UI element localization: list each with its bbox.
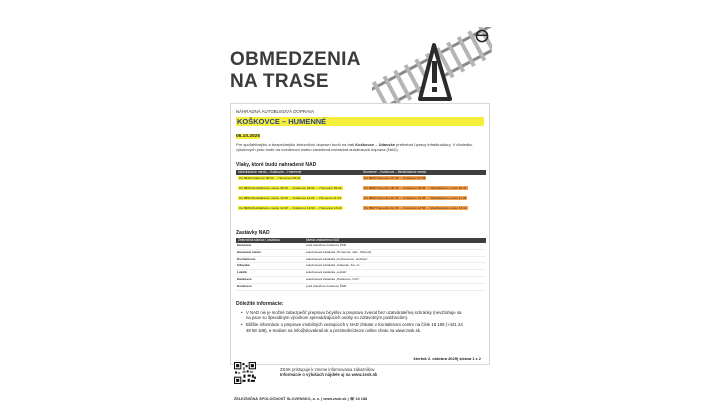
- poster: [222, 9, 498, 411]
- footer-text: [280, 367, 377, 377]
- organization-footer: ŽELEZNIČNÁ SPOLOČNOSŤ SLOVENSKO, a. s. | www.zssk.sk | ☏ 18 188: [234, 397, 368, 401]
- trains-table: [236, 170, 486, 215]
- stop-place: autobusová zastávka „Lukšík“: [306, 270, 347, 275]
- stop-station: Humenné: [237, 243, 252, 247]
- train-right: Os 8905 Humenné 08:36 → Koškovce 08:58 → Medzilaborce mesto 09:42: [364, 186, 467, 190]
- table-row: [236, 270, 486, 277]
- stops-col1: Železničná stanica / zastávka: [238, 238, 280, 242]
- train-left: Os 8952 Medzilaborce mesto 10:18 → Koškovce 11:02 → Humenné 11:24: [239, 196, 342, 200]
- notice-date-text: 06.10.2025: [236, 134, 261, 139]
- notice-subtitle: NÁHRADNÁ AUTOBUSOVÁ DOPRAVA: [236, 109, 315, 114]
- qr-code-icon: [234, 362, 256, 384]
- hero-title-line2: NA TRASE: [230, 71, 329, 92]
- stop-station: Koškovce: [237, 283, 252, 288]
- train-left-cell: [236, 175, 361, 185]
- stop-station: Lukšík: [237, 270, 247, 275]
- train-left-cell: [236, 185, 361, 195]
- notice-panel: [230, 103, 490, 365]
- train-right-cell: [361, 175, 486, 185]
- stop-place: pred staničnou budovou ŽSR: [306, 283, 347, 288]
- train-right: Os 8907 Humenné 12:36 → Koškovce 12:58 → Medzilaborce mesto 13:42: [364, 206, 467, 210]
- table-row: [236, 250, 486, 257]
- intro-part1: Pre spoľahlivejšiu a bezpečnejšiu železničnú dopravu budú na trati: [236, 142, 356, 147]
- table-row: [236, 257, 486, 264]
- train-left-cell: [236, 195, 361, 205]
- hero-title: [230, 49, 361, 93]
- intro-part2: prebiehať úpravy infraštruktúry. V dôsledku výlukových prác bude na uvedenom úseku zavedená náhradná autobusová doprava (NAD).: [236, 142, 473, 152]
- info-title: Dôležité informácie:: [236, 301, 284, 307]
- hero-title-line1: OBMEDZENIA: [230, 49, 361, 70]
- stop-station: Udavské: [237, 263, 250, 268]
- stops-table-header: [236, 238, 486, 243]
- stops-title: Zastávky NAD: [236, 230, 270, 236]
- train-right-cell: [361, 205, 486, 215]
- trains-col-left: Medzilaborce mesto – Koškovce – Humenné: [238, 170, 302, 174]
- page-date-footer: štvrtok 2. októbra 2025| strana 1 z 2: [413, 356, 481, 361]
- notice-intro: [236, 142, 476, 152]
- train-right: Os 8943 Humenné 07:36 → Koškovce 07:58: [364, 176, 426, 180]
- train-right-cell: [361, 185, 486, 195]
- table-row: [236, 284, 486, 291]
- stop-place: autobusová zastávka „Hankovce, OcÚ“: [306, 276, 360, 281]
- route-title: KOŠKOVCE – HUMENNÉ: [236, 117, 484, 126]
- stop-place: pred staničnou budovou ŽSR: [306, 243, 347, 247]
- table-row: [236, 263, 486, 270]
- trains-title: Vlaky, ktoré budú nahradené NAD: [236, 162, 317, 168]
- train-right: Os 8953 Humenné 10:36 → Koškovce 10:58 → Medzilaborce mesto 11:42: [364, 196, 467, 200]
- train-left-cell: [236, 205, 361, 215]
- train-left: Os 8908 Medzilaborce mesto 12:18 → Koškovce 13:02 → Humenné 13:24: [239, 206, 342, 210]
- notice-date: [236, 134, 484, 139]
- info-list: [246, 310, 466, 335]
- list-item: • Bližšie informácie o preprave imobilných cestujúcich v NAD získate v Kontaktnom centre na čísle 18 188 (+421 24 48 58 188), e-mailom na info@slovakrail.sk a prostredníctvom online chatu na www.zssk.sk.: [246, 322, 466, 333]
- table-row: [236, 205, 486, 215]
- stop-station: Kochanovce: [237, 256, 256, 261]
- table-row: [236, 277, 486, 284]
- intro-bold: Koškovce – Udavské: [355, 142, 396, 147]
- table-row: [236, 185, 486, 195]
- stops-col2: Miesto zastavenia NAD: [306, 238, 340, 242]
- stop-station: Hankovce: [237, 276, 252, 281]
- zssk-logo-icon: [475, 29, 489, 43]
- stop-place: autobusová zastávka „Udavské, žel. st.“: [306, 263, 361, 268]
- railway-tracks-warning-illustration: [372, 27, 492, 109]
- table-row: [236, 175, 486, 185]
- table-row: [236, 243, 486, 250]
- footer-line1: ZSSK pristupuje k zmene informovania zákazníkov.: [280, 367, 376, 372]
- stop-place: autobusová zastávka „Humenné, nám. Slobody“: [306, 249, 373, 254]
- train-right-cell: [361, 195, 486, 205]
- trains-col-right: Humenné – Koškovce – Medzilaborce mesto: [363, 170, 427, 174]
- table-row: [236, 195, 486, 205]
- stop-station: Humenné mesto: [237, 249, 262, 254]
- train-left: Os 8942 Koškovce 06:02 → Humenné 06:24: [239, 176, 301, 180]
- stops-table: [236, 238, 486, 291]
- footer-website-link[interactable]: Informácie o výlukách nájdete aj na www.zssk.sk: [280, 372, 378, 378]
- train-left: Os 8906 Medzilaborce mesto 08:18 → Koškovce 09:02 → Humenné 09:24: [239, 186, 342, 190]
- list-item: • V NAD nie je možné zabezpečiť prepravu bicyklov a prepravu zvierat bez uzatvárateľnej schránky (nevzťahuje sa na psov so špeciálnym výcvikom sprevádzajúcich osoby so zdravotným postihnutím).: [246, 310, 466, 321]
- stop-place: autobusová zastávka „Kochanovce, Jednota“: [306, 256, 368, 261]
